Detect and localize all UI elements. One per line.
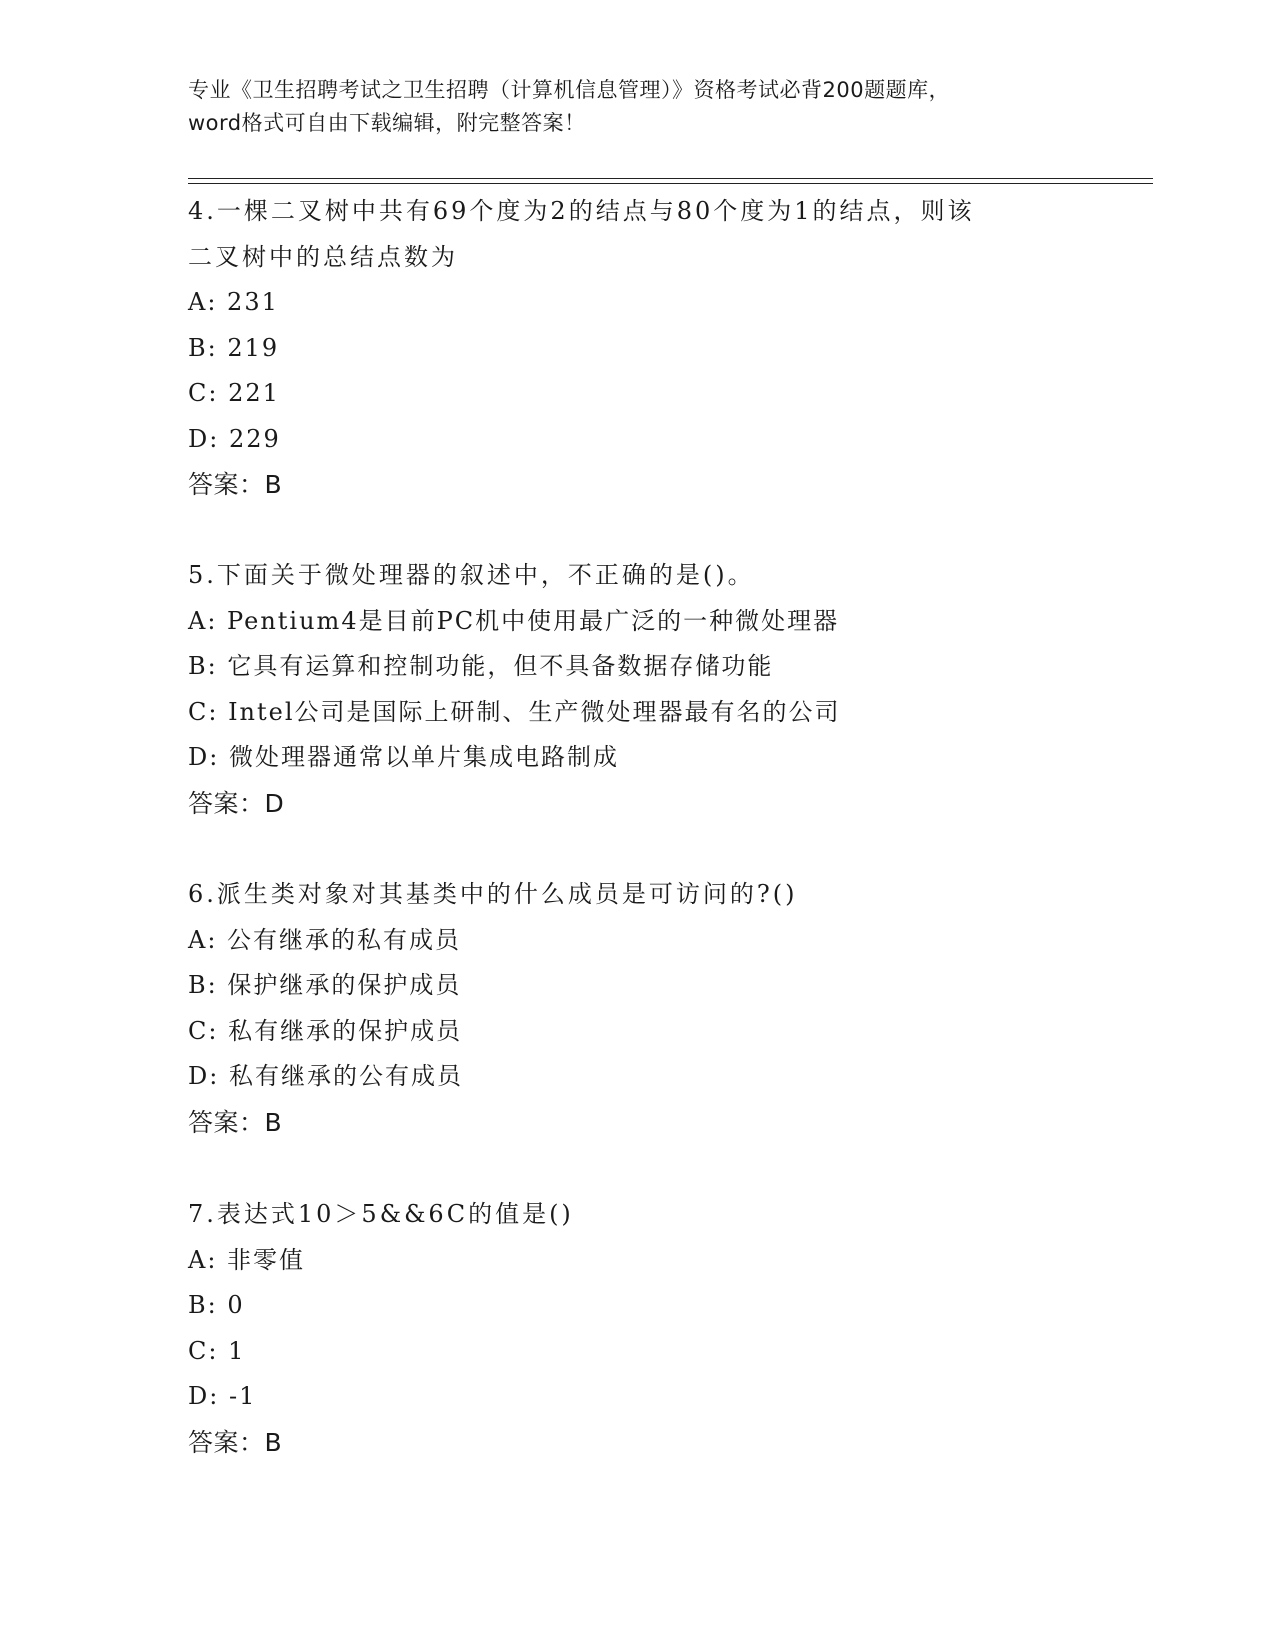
question-5 [188, 553, 1088, 826]
question-stem-continued: 二叉树中的总结点数为 [188, 242, 458, 271]
option-c: C: Intel公司是国际上研制、生产微处理器最有名的公司 [188, 697, 841, 726]
option-d: D: 微处理器通常以单片集成电路制成 [188, 743, 619, 771]
header-line-1: 专业《卫生招聘考试之卫生招聘（计算机信息管理）》资格考试必背200题题库， [188, 78, 951, 102]
header-line-2: word格式可自由下载编辑，附完整答案！ [188, 111, 586, 135]
option-c: C: 1 [188, 1336, 246, 1365]
question-7 [188, 1192, 1088, 1465]
question-stem: 7.表达式10＞5&&6C的值是() [188, 1200, 574, 1228]
question-stem: 4.一棵二叉树中共有69个度为2的结点与80个度为1的结点，则该 [188, 197, 975, 225]
option-d: D: -1 [188, 1382, 257, 1410]
option-c: C: 私有继承的保护成员 [188, 1016, 463, 1045]
option-c: C: 221 [188, 379, 280, 407]
option-b: B: 219 [188, 333, 280, 362]
document-header [188, 74, 1088, 140]
option-a: A: 公有继承的私有成员 [188, 925, 462, 954]
answer-label: 答案：B [188, 470, 283, 499]
option-a: A: 231 [188, 288, 279, 316]
header-divider-bottom [188, 183, 1153, 184]
option-b: B: 它具有运算和控制功能，但不具备数据存储功能 [188, 652, 774, 680]
answer-label: 答案：B [188, 1427, 283, 1457]
question-stem: 5.下面关于微处理器的叙述中，不正确的是()。 [188, 561, 755, 589]
option-d: D: 229 [188, 424, 281, 453]
answer-label: 答案：D [188, 788, 285, 818]
option-b: B: 0 [188, 1291, 245, 1319]
answer-label: 答案：B [188, 1107, 283, 1137]
question-6 [188, 872, 1088, 1145]
question-4 [188, 189, 1088, 507]
option-b: B: 保护继承的保护成员 [188, 971, 462, 999]
header-divider-top [188, 178, 1153, 179]
question-stem: 6.派生类对象对其基类中的什么成员是可访问的?() [188, 880, 798, 908]
option-a: A: 非零值 [188, 1245, 306, 1274]
option-a: A: Pentium4是目前PC机中使用最广泛的一种微处理器 [188, 606, 840, 635]
option-d: D: 私有继承的公有成员 [188, 1062, 463, 1090]
